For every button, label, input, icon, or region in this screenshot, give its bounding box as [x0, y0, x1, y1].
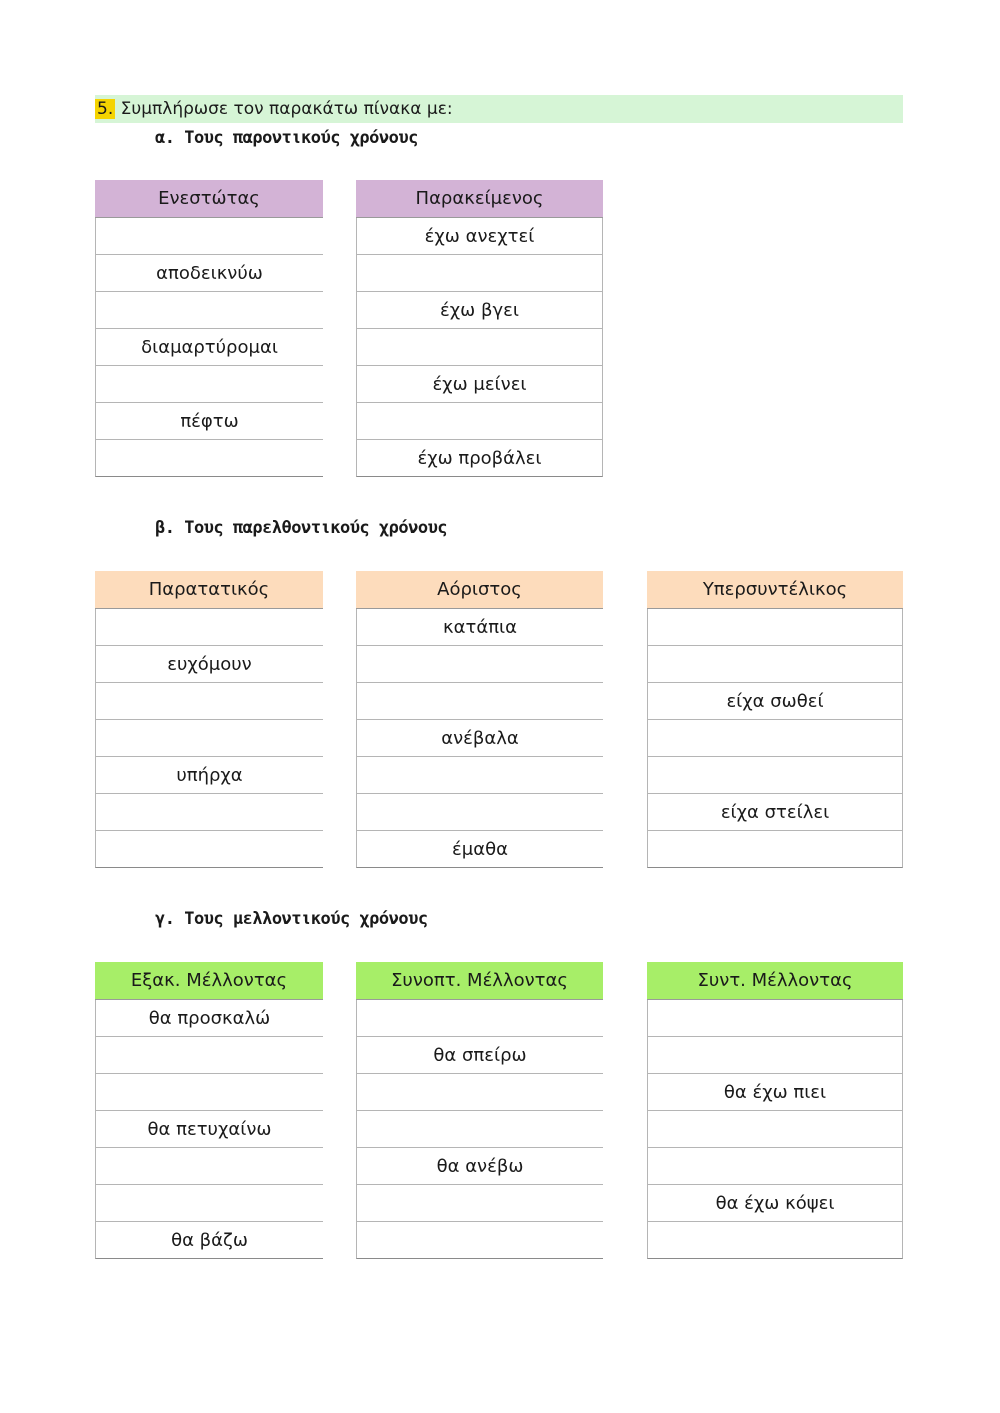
table-cell: έμαθα	[356, 831, 603, 868]
table-cell: ανέβαλα	[356, 720, 603, 757]
table-cell-blank[interactable]	[647, 1148, 903, 1185]
table-cell-blank[interactable]	[647, 1037, 903, 1074]
table-header: Παρακείμενος	[356, 180, 603, 218]
table-cell: θα σπείρω	[356, 1037, 603, 1074]
table-header: Αόριστος	[356, 571, 603, 609]
table-cell: θα ανέβω	[356, 1148, 603, 1185]
table-cell: είχα σωθεί	[647, 683, 903, 720]
table-header: Συνοπτ. Μέλλοντας	[356, 962, 603, 1000]
table-cell: έχω προβάλει	[356, 440, 603, 477]
table-cell-blank[interactable]	[95, 1185, 323, 1222]
table-header: Ενεστώτας	[95, 180, 323, 218]
table-cell-blank[interactable]	[356, 1185, 603, 1222]
table-cell-blank[interactable]	[95, 366, 323, 403]
table-header: Εξακ. Μέλλοντας	[95, 962, 323, 1000]
present-table-2	[356, 180, 603, 477]
table-cell-blank[interactable]	[95, 218, 323, 255]
table-cell: έχω βγει	[356, 292, 603, 329]
table-cell-blank[interactable]	[356, 329, 603, 366]
table-cell-blank[interactable]	[356, 683, 603, 720]
exercise-title	[95, 95, 903, 123]
table-cell-blank[interactable]	[95, 292, 323, 329]
section-future-title: γ. Τους μελλοντικούς χρόνους	[155, 909, 428, 929]
table-cell-blank[interactable]	[356, 794, 603, 831]
table-cell-blank[interactable]	[95, 1074, 323, 1111]
table-cell-blank[interactable]	[95, 440, 323, 477]
table-cell: έχω ανεχτεί	[356, 218, 603, 255]
table-cell-blank[interactable]	[95, 1037, 323, 1074]
table-cell: θα προσκαλώ	[95, 1000, 323, 1037]
table-cell-blank[interactable]	[356, 1222, 603, 1259]
table-cell-blank[interactable]	[95, 831, 323, 868]
table-cell-blank[interactable]	[95, 609, 323, 646]
table-cell-blank[interactable]	[647, 720, 903, 757]
table-cell-blank[interactable]	[95, 683, 323, 720]
table-cell: θα βάζω	[95, 1222, 323, 1259]
table-cell: υπήρχα	[95, 757, 323, 794]
table-cell: κατάπια	[356, 609, 603, 646]
table-cell-blank[interactable]	[647, 1222, 903, 1259]
table-cell-blank[interactable]	[356, 1111, 603, 1148]
table-cell-blank[interactable]	[95, 794, 323, 831]
table-cell-blank[interactable]	[356, 757, 603, 794]
table-cell: θα έχω πιει	[647, 1074, 903, 1111]
table-cell-blank[interactable]	[356, 1074, 603, 1111]
section-present-title: α. Τους παροντικούς χρόνους	[155, 128, 418, 148]
table-header: Συντ. Μέλλοντας	[647, 962, 903, 1000]
present-table-1	[95, 180, 323, 477]
table-cell: αποδεικνύω	[95, 255, 323, 292]
table-cell-blank[interactable]	[647, 1111, 903, 1148]
future-table-2	[356, 962, 603, 1259]
exercise-instruction: Συμπλήρωσε τον παρακάτω πίνακα με:	[120, 99, 453, 119]
table-cell: είχα στείλει	[647, 794, 903, 831]
table-cell-blank[interactable]	[356, 255, 603, 292]
section-past-title: β. Τους παρελθοντικούς χρόνους	[155, 518, 448, 538]
table-header: Παρατατικός	[95, 571, 323, 609]
table-cell-blank[interactable]	[95, 720, 323, 757]
table-cell: πέφτω	[95, 403, 323, 440]
exercise-number: 5.	[97, 99, 114, 119]
future-table-3	[647, 962, 903, 1259]
future-table-1	[95, 962, 323, 1259]
past-table-2	[356, 571, 603, 868]
past-table-3	[647, 571, 903, 868]
table-cell-blank[interactable]	[647, 757, 903, 794]
table-cell: ευχόμουν	[95, 646, 323, 683]
past-table-1	[95, 571, 323, 868]
table-cell-blank[interactable]	[647, 831, 903, 868]
table-cell-blank[interactable]	[647, 1000, 903, 1037]
table-cell-blank[interactable]	[356, 403, 603, 440]
table-cell: θα πετυχαίνω	[95, 1111, 323, 1148]
table-header: Υπερσυντέλικος	[647, 571, 903, 609]
table-cell-blank[interactable]	[356, 1000, 603, 1037]
table-cell-blank[interactable]	[647, 646, 903, 683]
table-cell: θα έχω κόψει	[647, 1185, 903, 1222]
table-cell-blank[interactable]	[647, 609, 903, 646]
table-cell: έχω μείνει	[356, 366, 603, 403]
table-cell-blank[interactable]	[95, 1148, 323, 1185]
table-cell: διαμαρτύρομαι	[95, 329, 323, 366]
table-cell-blank[interactable]	[356, 646, 603, 683]
